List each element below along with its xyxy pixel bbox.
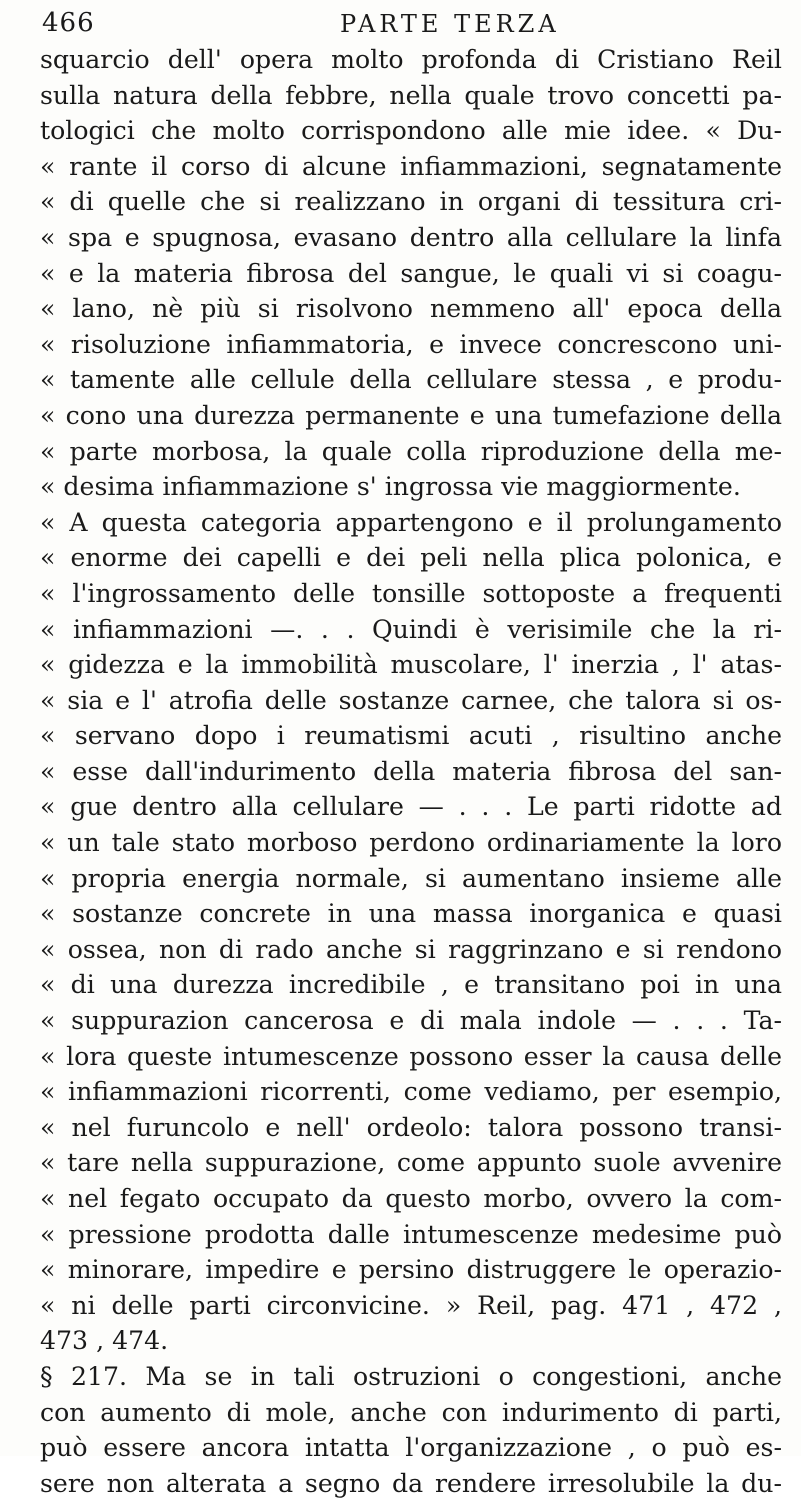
text-line: con aumento di mole, anche con indurimento di parti,: [40, 1397, 782, 1427]
text-line: « spa e spugnosa, evasano dentro alla cellulare la linfa: [40, 222, 782, 252]
text-line: « gue dentro alla cellulare — . . . Le parti ridotte ad: [40, 792, 782, 822]
text-line: sulla natura della febbre, nella quale trovo concetti pa-: [40, 80, 782, 110]
text-line: « un tale stato morboso perdono ordinariamente la loro: [40, 828, 782, 858]
text-line: § 217. Ma se in tali ostruzioni o congestioni, anche: [40, 1361, 782, 1391]
text-line: « servano dopo i reumatismi acuti , risultino anche: [40, 721, 782, 751]
text-line: « sostanze concrete in una massa inorganica e quasi: [40, 899, 782, 929]
text-line: « cono una durezza permanente e una tumefazione della: [40, 400, 782, 430]
text-line: « risoluzione infiammatoria, e invece concrescono uni-: [40, 329, 782, 359]
text-line: « gidezza e la immobilità muscolare, l' inerzia , l' atas-: [40, 650, 782, 680]
text-line: « enorme dei capelli e dei peli nella plica polonica, e: [40, 543, 782, 573]
text-line: « nel fegato occupato da questo morbo, ovvero la com-: [40, 1184, 782, 1213]
text-line: può essere ancora intatta l'organizzazione , o può es-: [40, 1433, 782, 1463]
text-line: « suppurazion cancerosa e di mala indole — . . . Ta-: [40, 1006, 782, 1036]
text-line: « tare nella suppurazione, come appunto suole avvenire: [40, 1148, 782, 1178]
text-line: « A questa categoria appartengono e il prolungamento: [40, 507, 782, 537]
text-line: « propria energia normale, si aumentano insieme alle: [40, 863, 782, 893]
page-header: [40, 8, 780, 42]
text-line: « sia e l' atrofia delle sostanze carnee, che talora si os-: [40, 685, 782, 715]
text-line: « tamente alle cellule della cellulare stessa , e produ-: [40, 365, 782, 395]
text-line: « di quelle che si realizzano in organi di tessitura cri-: [40, 187, 782, 217]
text-line: « desima infiammazione s' ingrossa vie maggiormente.: [40, 472, 741, 502]
text-line: « nel furuncolo e nell' ordeolo: talora possono transi-: [40, 1112, 782, 1142]
text-line: « esse dall'indurimento della materia fibrosa del san-: [40, 756, 782, 786]
text-line: « ni delle parti circonvicine. » Reil, pag. 471 , 472 ,: [40, 1290, 782, 1320]
text-line: sere non alterata a segno da rendere irresolubile la du-: [40, 1468, 782, 1498]
text-line: « infiammazioni ricorrenti, come vediamo, per esempio,: [40, 1077, 782, 1107]
text-line: « parte morbosa, la quale colla riproduzione della me-: [40, 436, 782, 466]
text-line: « ossea, non di rado anche si raggrinzano e si rendono: [40, 934, 782, 964]
text-line: « infiammazioni —. . . Quindi è verisimile che la ri-: [40, 614, 782, 644]
text-line: squarcio dell' opera molto profonda di Cristiano Reil: [40, 45, 782, 74]
page-number: 466: [42, 8, 95, 38]
text-line: « e la materia fibrosa del sangue, le quali vi si coagu-: [40, 258, 782, 288]
text-line: « rante il corso di alcune infiammazioni, segnatamente: [40, 151, 782, 181]
text-line: « pressione prodotta dalle intumescenze medesime può: [40, 1219, 782, 1249]
text-line: 473 , 474.: [40, 1326, 169, 1356]
text-line: tologici che molto corrispondono alle mie idee. « Du-: [40, 116, 782, 146]
running-head: PARTE TERZA: [340, 10, 560, 38]
text-line: « l'ingrossamento delle tonsille sottoposte a frequenti: [40, 578, 782, 608]
text-line: « di una durezza incredibile , e transitano poi in una: [40, 970, 782, 1000]
text-line: « lano, nè più si risolvono nemmeno all' epoca della: [40, 294, 782, 324]
body-text: [40, 42, 782, 1501]
text-line: « minorare, impedire e persino distruggere le operazio-: [40, 1255, 782, 1285]
text-line: « lora queste intumescenze possono esser la causa delle: [40, 1041, 782, 1071]
